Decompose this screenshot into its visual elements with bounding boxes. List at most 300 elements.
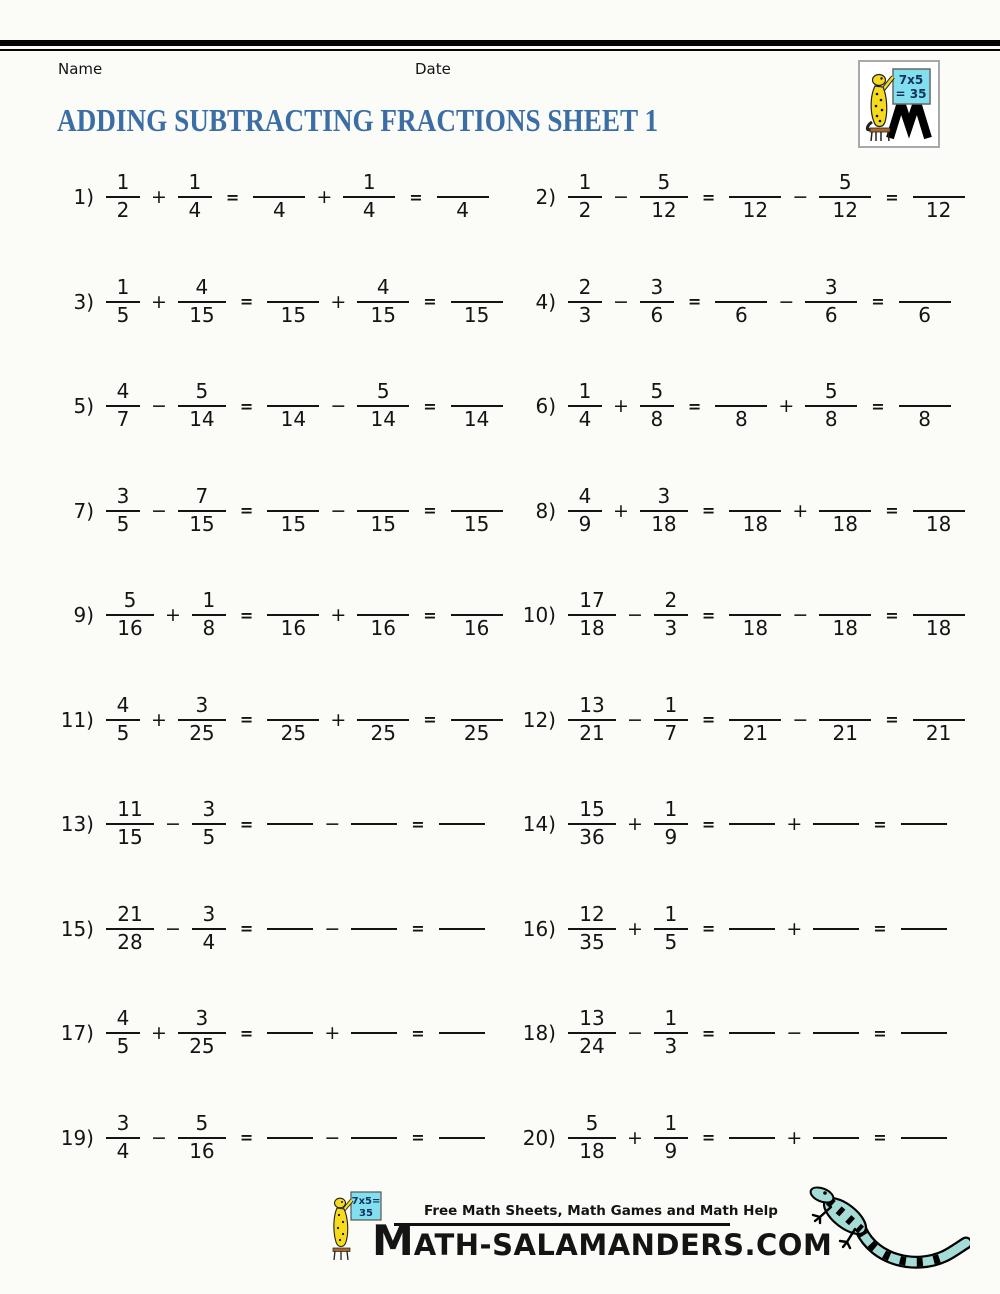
answer-fraction [351,902,397,956]
problem-number: 5) [73,394,94,419]
fraction-numerator: 11 [117,797,143,822]
fraction-denominator [267,930,313,956]
answer-fraction [267,693,319,747]
operator: + [330,290,347,313]
fraction-numerator: 4 [195,274,209,299]
fraction-denominator: 8 [824,407,838,432]
fraction-denominator: 6 [650,302,664,327]
fraction [178,1111,226,1165]
fraction-denominator: 18 [742,511,769,536]
equals-sign: = [239,396,254,416]
answer-fraction [729,693,781,747]
fraction-denominator: 3 [578,302,592,327]
fraction-numerator: 3 [195,692,209,717]
logo-graphic [862,64,936,144]
equals-sign: = [873,919,887,939]
equals-sign: = [239,814,254,834]
fraction [568,1111,616,1165]
fraction-denominator: 6 [918,302,932,327]
fraction-denominator: 3 [664,616,678,641]
fraction-numerator [819,484,871,510]
stool-seat [870,128,890,132]
answer-fraction [267,1111,313,1165]
equals-sign: = [701,187,716,207]
equals-sign: = [423,292,437,312]
fraction-denominator [439,1139,485,1165]
fraction [192,797,226,851]
equals-sign: = [885,187,899,207]
fraction-numerator [451,588,503,614]
fraction [106,275,140,329]
fraction-numerator: 5 [123,588,137,613]
fraction-denominator: 5 [116,1034,130,1059]
logo-board-text-1: 7x5 [898,73,924,87]
equals-sign: = [873,1023,887,1043]
footer-tagline: Free Math Sheets, Math Games and Math Help [424,1203,778,1219]
fraction-numerator [351,1111,397,1137]
fraction-denominator: 21 [925,720,952,745]
fraction [640,275,674,329]
operator: + [627,917,643,940]
fraction [106,797,154,851]
fraction [568,588,616,642]
fraction-numerator [267,379,319,405]
problem-row [40,877,502,982]
operator: − [786,1022,803,1045]
fraction-numerator [729,693,781,719]
equals-sign: = [423,501,437,521]
equals-sign: = [411,814,425,834]
fraction [178,484,226,538]
answer-fraction [439,1006,485,1060]
problem-row [502,877,964,982]
equals-sign: = [687,292,702,312]
answer-fraction [729,170,781,224]
fraction-denominator: 35 [579,929,605,954]
fraction-denominator [267,825,313,851]
fraction-numerator: 1 [664,1110,678,1135]
answer-fraction [813,797,859,851]
logo-m-glyph [890,102,928,138]
operator: + [151,708,167,731]
fraction-denominator: 18 [579,1138,605,1163]
operator: + [330,604,347,627]
footer-board-text-2: 35 [359,1208,373,1219]
salamander-eye [880,77,882,79]
fraction-numerator: 5 [838,170,852,195]
problem-number: 9) [73,603,94,628]
equals-sign: = [873,1128,887,1148]
problem-number: 17) [60,1021,94,1046]
operator: − [151,1126,167,1149]
fraction-numerator: 1 [578,170,592,195]
fraction-denominator: 7 [116,407,130,432]
fraction-numerator [357,693,409,719]
footer-salamander-head [335,1198,346,1208]
fraction [178,275,226,329]
problem-number: 14) [522,812,556,837]
fraction-numerator [901,797,947,823]
fraction-numerator: 15 [579,797,605,822]
operator: + [151,1022,167,1045]
fraction [178,379,226,433]
fraction-denominator: 25 [280,720,307,745]
fraction [654,1111,688,1165]
lizard-eye [823,1191,827,1195]
fraction-numerator [451,484,503,510]
fraction-numerator: 13 [579,692,605,717]
fraction-denominator [351,930,397,956]
fraction [106,1006,140,1060]
answer-fraction [357,275,409,329]
fraction-numerator: 4 [116,692,130,717]
answer-fraction [253,170,305,224]
fraction-denominator: 36 [579,825,605,850]
equals-sign: = [871,396,885,416]
operator: − [324,813,341,836]
fraction-numerator: 13 [579,1006,605,1031]
answer-fraction [913,693,965,747]
fraction-numerator: 5 [195,1110,209,1135]
answer-fraction [729,484,781,538]
problem-row [502,1086,964,1191]
answer-fraction [813,1006,859,1060]
fraction-numerator: 1 [188,170,202,195]
operator: + [786,1126,803,1149]
fraction-denominator: 9 [664,825,678,850]
fraction-denominator [729,825,775,851]
fraction-denominator: 16 [189,1138,215,1163]
operator: + [778,395,795,418]
operator: + [792,499,809,522]
fraction-numerator [813,1006,859,1032]
fraction-denominator: 6 [734,302,748,327]
fraction-denominator: 25 [463,720,490,745]
answer-fraction [451,693,503,747]
fraction [178,170,212,224]
answer-fraction [357,588,409,642]
fraction-denominator [901,825,947,851]
equals-sign: = [225,187,240,207]
fraction-numerator: 5 [376,379,390,404]
equals-sign: = [701,1128,716,1148]
salamander-head [873,75,886,86]
fraction [654,1006,688,1060]
fraction-numerator [729,1111,775,1137]
problem-number: 6) [535,394,556,419]
operator: − [165,813,181,836]
problems-grid [40,145,964,1190]
fraction-numerator: 1 [664,901,678,926]
equals-sign: = [687,396,702,416]
fraction-numerator [899,379,951,405]
operator: − [627,708,643,731]
fraction-numerator: 1 [116,170,130,195]
fraction-numerator: 12 [579,901,605,926]
fraction-numerator [267,797,313,823]
fraction-denominator: 8 [650,407,664,432]
fraction-denominator [267,1139,313,1165]
equals-sign: = [239,292,254,312]
fraction-denominator [351,1034,397,1060]
fraction [106,484,140,538]
fraction-numerator [267,484,319,510]
fraction-denominator: 2 [116,198,130,223]
answer-fraction [267,275,319,329]
fraction-numerator [729,1006,775,1032]
problem-row [40,1086,502,1191]
answer-fraction [439,902,485,956]
answer-fraction [913,170,965,224]
equals-sign: = [239,919,254,939]
answer-fraction [439,797,485,851]
equals-sign: = [701,1023,716,1043]
fraction-numerator [813,902,859,928]
problem-number: 11) [60,707,94,732]
problem-number: 13) [60,812,94,837]
fraction-numerator [819,693,871,719]
answer-fraction [901,902,947,956]
fraction-denominator [439,825,485,851]
date-label: Date [415,60,451,78]
equals-sign: = [873,814,887,834]
fraction-denominator [901,1139,947,1165]
fraction-numerator [729,588,781,614]
equals-sign: = [239,605,254,625]
fraction-denominator: 15 [370,511,396,536]
answer-fraction [729,1006,775,1060]
fraction-numerator [437,170,489,196]
answer-fraction [351,1006,397,1060]
answer-fraction [899,379,951,433]
answer-fraction [729,902,775,956]
fraction-numerator: 1 [664,797,678,822]
footer-text-block [372,1190,832,1265]
fraction-numerator [267,1111,313,1137]
fraction-denominator: 18 [579,616,605,641]
problem-number: 10) [522,603,556,628]
operator: − [778,290,795,313]
fraction [568,693,616,747]
problem-number: 3) [73,289,94,314]
fraction-numerator: 3 [116,483,130,508]
fraction-numerator [729,170,781,196]
fraction-denominator: 8 [918,407,932,432]
equals-sign: = [885,710,899,730]
answer-fraction [267,797,313,851]
fraction-denominator: 4 [456,198,470,223]
fraction-numerator [451,693,503,719]
name-label: Name [58,60,103,78]
answer-fraction [813,1111,859,1165]
fraction-denominator: 8 [202,616,216,641]
equals-sign: = [411,1128,425,1148]
problem-row [40,772,502,877]
fraction-denominator: 18 [742,616,769,641]
answer-fraction [437,170,489,224]
fraction-numerator [913,693,965,719]
answer-fraction [351,1111,397,1165]
equals-sign: = [423,605,437,625]
footer-brand [330,1190,832,1265]
fraction-numerator [267,275,319,301]
fraction-numerator [267,588,319,614]
answer-fraction [913,588,965,642]
problem-number: 1) [73,185,94,210]
fraction-numerator [357,588,409,614]
fraction-numerator [813,1111,859,1137]
equals-sign: = [423,710,437,730]
answer-fraction [729,797,775,851]
fraction [654,902,688,956]
operator: + [165,604,181,627]
answer-fraction [451,588,503,642]
answer-fraction [357,693,409,747]
problem-row [502,459,964,564]
fraction-numerator [439,902,485,928]
fraction [640,484,688,538]
fraction-numerator: 4 [116,1006,130,1031]
fraction-denominator: 2 [578,198,592,223]
equals-sign: = [871,292,885,312]
answer-fraction [901,1006,947,1060]
fraction [568,379,602,433]
problem-row [502,354,964,459]
fraction-denominator [729,1139,775,1165]
fraction-denominator: 12 [651,198,677,223]
fraction-denominator: 15 [280,511,307,536]
fraction-numerator [901,1006,947,1032]
fraction-numerator: 3 [824,274,838,299]
fraction-denominator [439,1034,485,1060]
operator: + [151,290,167,313]
fraction-numerator [451,275,503,301]
problem-number: 7) [73,498,94,523]
fraction [568,484,602,538]
fraction-numerator [729,797,775,823]
answer-fraction [729,1111,775,1165]
equals-sign: = [239,1128,254,1148]
fraction-numerator: 3 [657,483,671,508]
fraction-denominator [813,1034,859,1060]
fraction-numerator: 4 [376,274,390,299]
answer-fraction [819,484,871,538]
answer-fraction [899,275,951,329]
footer-salamander-eye [341,1201,343,1203]
fraction-denominator: 15 [189,511,215,536]
problem-row [40,668,502,773]
fraction-numerator [715,379,767,405]
problem-number: 19) [60,1125,94,1150]
answer-fraction [357,379,409,433]
problem-row [502,250,964,355]
fraction-denominator: 14 [370,407,396,432]
fraction-denominator: 18 [832,511,858,536]
equals-sign: = [701,710,716,730]
fraction [568,1006,616,1060]
operator: + [786,813,803,836]
logo-board-text-2: = 35 [895,87,927,101]
fraction-denominator: 18 [925,616,952,641]
fraction-denominator: 5 [116,302,130,327]
fraction [654,797,688,851]
fraction-numerator: 5 [585,1110,599,1135]
fraction-numerator: 5 [824,379,838,404]
fraction-denominator: 9 [664,1138,678,1163]
fraction-denominator: 18 [651,511,677,536]
fraction-numerator: 1 [116,274,130,299]
fraction-denominator [813,825,859,851]
fraction-denominator: 18 [832,616,858,641]
fraction-denominator: 5 [664,929,678,954]
fraction-numerator [351,902,397,928]
equals-sign: = [885,605,899,625]
answer-fraction [267,902,313,956]
fraction-numerator: 2 [578,274,592,299]
fraction [106,1111,140,1165]
fraction-numerator [351,797,397,823]
fraction [568,275,602,329]
fraction-numerator [715,275,767,301]
answer-fraction [715,379,767,433]
problem-row [502,772,964,877]
equals-sign: = [701,501,716,521]
fraction-numerator: 17 [579,588,605,613]
fraction-numerator: 4 [578,483,592,508]
operator: + [324,1022,341,1045]
fraction [106,693,140,747]
fraction-numerator [439,1111,485,1137]
operator: − [151,499,167,522]
fraction-numerator [819,588,871,614]
fraction-numerator [351,1006,397,1032]
operator: + [330,708,347,731]
fraction-denominator: 15 [463,511,490,536]
fraction-numerator [439,1006,485,1032]
footer-stool-legs [334,1251,348,1260]
fraction-denominator [729,1034,775,1060]
problem-row [40,563,502,668]
fraction-denominator [813,930,859,956]
problem-number: 16) [522,916,556,941]
answer-fraction [813,902,859,956]
fraction-denominator: 14 [280,407,307,432]
fraction-numerator: 21 [117,901,143,926]
fraction-denominator: 3 [664,1034,678,1059]
fraction-numerator: 1 [664,692,678,717]
fraction-numerator [913,588,965,614]
problem-number: 18) [522,1021,556,1046]
operator: + [627,813,643,836]
fraction-numerator [913,170,965,196]
fraction-denominator: 8 [734,407,748,432]
operator: − [627,1022,643,1045]
problem-number: 12) [522,707,556,732]
fraction-denominator [901,930,947,956]
fraction-numerator [901,1111,947,1137]
answer-fraction [267,1006,313,1060]
answer-fraction [267,484,319,538]
problem-row [40,354,502,459]
equals-sign: = [701,919,716,939]
fraction-denominator: 14 [463,407,490,432]
fraction [640,170,688,224]
page-title: ADDING SUBTRACTING FRACTIONS SHEET 1 [57,102,659,138]
fraction-denominator: 25 [189,720,215,745]
operator: − [330,499,347,522]
fraction-denominator: 4 [188,198,202,223]
fraction-denominator [267,1034,313,1060]
